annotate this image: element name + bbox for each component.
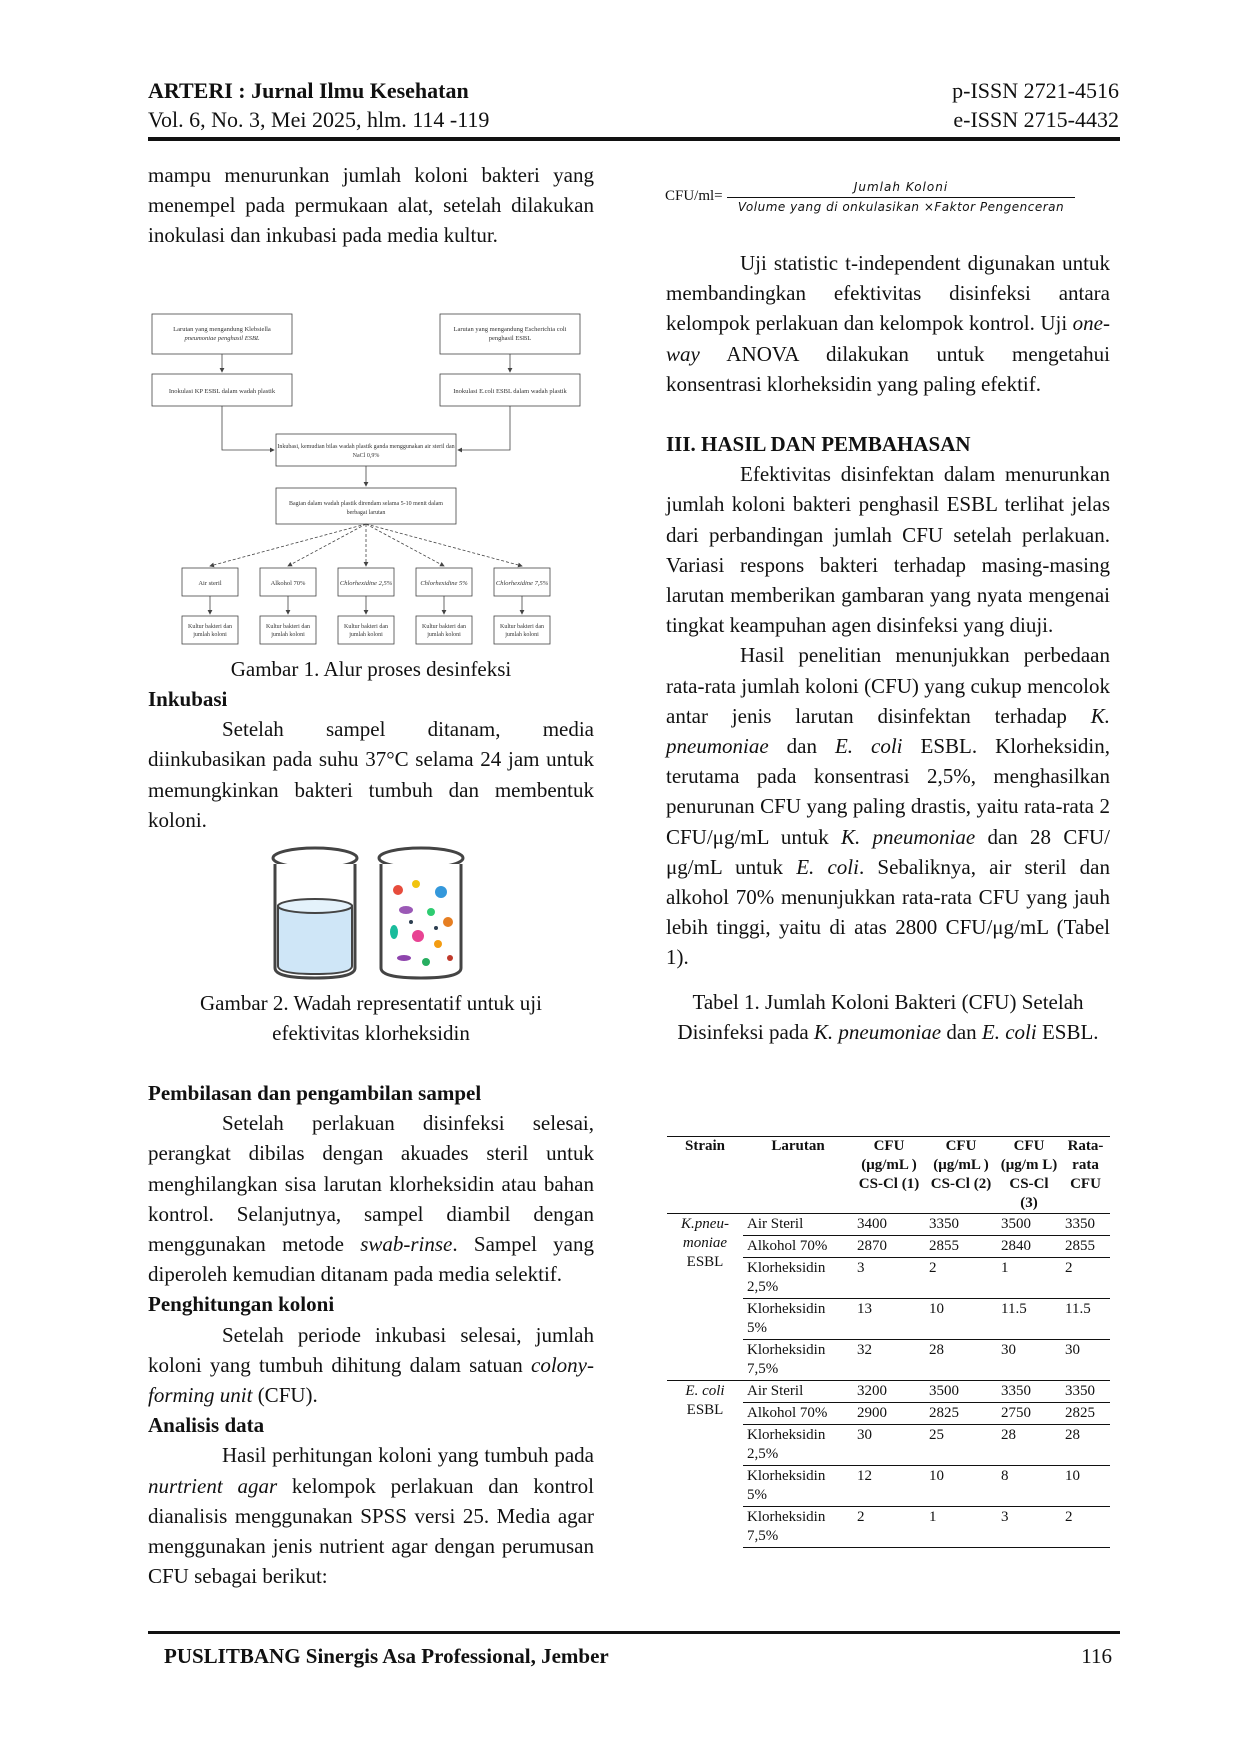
cfu-cell: 3200 — [853, 1381, 925, 1403]
table-row — [667, 1214, 1110, 1236]
cfu-cell: 10 — [925, 1299, 997, 1340]
journal-volume: Vol. 6, No. 3, Mei 2025, hlm. 114 -119 — [148, 107, 490, 132]
spacer — [666, 399, 1110, 429]
penghitungan-paragraph: Setelah periode inkubasi selesai, jumlah koloni yang tumbuh dihitung dalam satuan colony-forming unit (CFU). — [148, 1322, 594, 1408]
fig1-box-kp-line1: Larutan yang mengandung Klebsiella — [173, 326, 271, 333]
page-number: 116 — [1081, 1644, 1112, 1668]
cfu-cell: 12 — [853, 1466, 925, 1507]
fig1-sol-2: Alkohol 70% — [270, 580, 306, 587]
cfu-cell: 11.5 — [997, 1299, 1061, 1340]
th-rata: Rata-rata CFU — [1061, 1137, 1110, 1214]
larutan-cell: Klorheksidin 5% — [743, 1299, 853, 1340]
fig1-cult-5b: jumlah koloni — [505, 632, 539, 638]
cfu-cell: 32 — [853, 1340, 925, 1381]
larutan-cell: Klorheksidin 2,5% — [743, 1425, 853, 1466]
table-row — [667, 1381, 1110, 1403]
figure-1-flowchart — [148, 306, 584, 648]
inkubasi-paragraph: Setelah sampel ditanam, media diinkubasikan pada suhu 37°C selama 24 jam untuk memungkinkan bakteri tumbuh dan membentuk koloni. — [148, 717, 594, 832]
larutan-cell: Klorheksidin 5% — [743, 1466, 853, 1507]
journal-title: ARTERI : Jurnal Ilmu Kesehatan — [148, 78, 469, 103]
e-issn: e-ISSN 2715-4432 — [953, 107, 1119, 132]
fig1-cult-1a: Kultur bakteri dan — [188, 624, 232, 630]
table-header-row — [667, 1137, 1110, 1214]
strain-name: E. coli — [685, 1383, 725, 1399]
cfu-cell: 28 — [1061, 1425, 1110, 1466]
cfu-cell: 8 — [997, 1466, 1061, 1507]
larutan-cell: Alkohol 70% — [743, 1403, 853, 1425]
clean-container-icon — [273, 848, 357, 978]
larutan-cell: Air Steril — [743, 1214, 853, 1236]
header-rule — [148, 137, 1120, 141]
figure-2-caption-line2: efektivitas klorheksidin — [272, 1021, 470, 1045]
larutan-cell: Klorheksidin 7,5% — [743, 1340, 853, 1381]
cfu-cell: 2 — [853, 1507, 925, 1548]
spacer — [666, 973, 1110, 987]
formula-denominator: Volume yang di onkulasikan ×Faktor Pengenceran — [737, 200, 1065, 214]
cfu-cell: 2 — [925, 1258, 997, 1299]
fig1-sol-5: Chlorhexidine 7,5% — [495, 580, 549, 587]
formula-numerator: Jumlah Koloni — [853, 180, 949, 194]
inkubasi-heading: Inkubasi — [148, 687, 228, 711]
fig1-cult-3a: Kultur bakteri dan — [344, 624, 388, 630]
fig1-cult-1b: jumlah koloni — [193, 632, 227, 638]
hasil-paragraph-2: Hasil penelitian menunjukkan perbedaan rata-rata jumlah koloni (CFU) yang cukup mencolok antar jenis larutan disinfektan terhadap K. pneumoniae dan E. coli ESBL. Klorheksidin, terutama pada konsentrasi 2,5%, menghasilkan penurunan CFU yang paling drastis, yaitu rata-rata 2 CFU/μg/mL untuk K. pneumoniae dan 28 CFU/μg/mL untuk E. coli. Sebaliknya, air steril dan alkohol 70% menunjukkan rata-rata CFU yang jauh lebih tinggi, yaitu di atas 2800 CFU/μg/mL (Tabel 1). — [666, 643, 1110, 970]
cfu-cell: 25 — [925, 1425, 997, 1466]
cfu-cell: 3350 — [925, 1214, 997, 1236]
left-col-body-1 — [148, 654, 594, 835]
cfu-cell: 2 — [1061, 1258, 1110, 1299]
larutan-cell: Klorheksidin 2,5% — [743, 1258, 853, 1299]
cfu-cell: 3 — [997, 1507, 1061, 1548]
cfu-cell: 2900 — [853, 1403, 925, 1425]
strain-suffix: ESBL — [686, 1254, 724, 1270]
fig1-cult-2a: Kultur bakteri dan — [266, 624, 310, 630]
fig1-inok-kp: Inokulasi KP ESBL dalam wadah plastik — [168, 388, 276, 395]
cfu-cell: 2855 — [925, 1236, 997, 1258]
penghitungan-heading: Penghitungan koloni — [148, 1292, 335, 1317]
fig1-box-ec-line2: penghasil ESBL — [488, 335, 532, 342]
fig1-box-kp-line2: pneumoniae penghasil ESBL — [184, 335, 260, 342]
pembilasan-paragraph: Setelah perlakuan disinfeksi selesai, perangkat dibilas dengan akuades steril untuk menghilangkan sisa larutan klorheksidin atau bahan kontrol. Selanjutnya, sampel diambil dengan menggunakan metode swab-rinse. Sampel yang diperoleh kemudian ditanam pada media selektif. — [148, 1111, 595, 1287]
cfu-cell: 2 — [1061, 1507, 1110, 1548]
table-1 — [667, 1136, 1110, 1548]
cfu-cell: 2840 — [997, 1236, 1061, 1258]
cfu-cell: 2750 — [997, 1403, 1061, 1425]
uji-paragraph: Uji statistic t-independent digunakan untuk membandingkan efektivitas disinfeksi antara kelompok perlakuan dan kelompok kontrol. Uji one-way ANOVA dilakukan untuk mengetahui konsentrasi klorheksidin yang paling efektif. — [666, 251, 1110, 396]
intro-paragraph: mampu menurunkan jumlah koloni bakteri yang menempel pada permukaan alat, setelah dilakukan inokulasi dan inkubasi pada media kultur. — [148, 163, 594, 248]
larutan-cell: Klorheksidin 7,5% — [743, 1507, 853, 1548]
larutan-cell: Alkohol 70% — [743, 1236, 853, 1258]
spacer — [148, 1048, 594, 1078]
p-issn: p-ISSN 2721-4516 — [952, 78, 1119, 103]
cfu-cell: 30 — [853, 1425, 925, 1466]
strain-cell — [667, 1381, 743, 1548]
fig1-incub-line2: NaCl 0,9% — [352, 453, 380, 459]
figure-1-caption: Gambar 1. Alur proses desinfeksi — [230, 657, 512, 681]
cfu-cell: 3500 — [997, 1214, 1061, 1236]
cfu-cell: 2855 — [1061, 1236, 1110, 1258]
cfu-cell: 3 — [853, 1258, 925, 1299]
cfu-cell: 2870 — [853, 1236, 925, 1258]
running-header-left — [148, 76, 489, 134]
cfu-cell: 10 — [925, 1466, 997, 1507]
cfu-cell: 11.5 — [1061, 1299, 1110, 1340]
cfu-cell: 3500 — [925, 1381, 997, 1403]
running-header-right — [952, 76, 1119, 134]
contaminated-container-icon — [379, 848, 463, 978]
strain-cell — [667, 1214, 743, 1381]
analisis-heading: Analisis data — [148, 1413, 265, 1438]
cfu-cell: 30 — [997, 1340, 1061, 1381]
cfu-cell: 3350 — [1061, 1214, 1110, 1236]
cfu-cell: 1 — [925, 1507, 997, 1548]
fig1-inok-ec: Inokulasi E.coli ESBL dalam wadah plastik — [453, 388, 567, 395]
fig1-box-ec-line1: Larutan yang mengandung Escherichia coli — [453, 326, 567, 333]
cfu-cell: 1 — [997, 1258, 1061, 1299]
figure-2-containers — [266, 840, 472, 984]
fig1-cult-4a: Kultur bakteri dan — [422, 624, 466, 630]
larutan-cell: Air Steril — [743, 1381, 853, 1403]
footer-rule — [148, 1631, 1120, 1634]
fig1-sol-4: Chlorhexidine 5% — [420, 580, 468, 587]
formula-label: CFU/ml= — [665, 188, 723, 204]
right-col-body — [666, 248, 1110, 1047]
formula-fraction-bar — [727, 197, 1075, 198]
figure-2-caption-line1: Gambar 2. Wadah representatif untuk uji — [200, 991, 542, 1015]
fig1-cult-4b: jumlah koloni — [427, 632, 461, 638]
fig1-divide-line2: berbagai larutan — [346, 510, 386, 516]
th-cfu-3: CFU (μg/m L) CS-Cl (3) — [997, 1137, 1061, 1214]
pembilasan-heading: Pembilasan dan pengambilan sampel — [148, 1081, 482, 1105]
th-strain: Strain — [667, 1137, 743, 1214]
cfu-cell: 28 — [997, 1425, 1061, 1466]
cfu-cell: 30 — [1061, 1340, 1110, 1381]
cfu-cell: 2825 — [1061, 1403, 1110, 1425]
th-larutan: Larutan — [743, 1137, 853, 1214]
th-cfu-2: CFU (μg/mL ) CS-Cl (2) — [925, 1137, 997, 1214]
strain-suffix: ESBL — [686, 1402, 724, 1418]
fig1-cult-5a: Kultur bakteri dan — [500, 624, 544, 630]
cfu-cell: 2825 — [925, 1403, 997, 1425]
cfu-cell: 13 — [853, 1299, 925, 1340]
left-intro — [148, 160, 594, 251]
fig1-cult-3b: jumlah koloni — [349, 632, 383, 638]
th-cfu-1: CFU (μg/mL ) CS-Cl (1) — [853, 1137, 925, 1214]
strain-name: K.pneu-moniae — [681, 1216, 729, 1251]
fig1-sol-1: Air steril — [198, 580, 222, 587]
fig1-incub-line1: Inkubasi, kemudian bilas wadah plastik ganda menggunakan air steril dan — [277, 444, 455, 450]
section-heading: III. HASIL DAN PEMBAHASAN — [666, 432, 971, 457]
footer-publisher: PUSLITBANG Sinergis Asa Professional, Jember — [164, 1644, 609, 1668]
left-col-body-2 — [148, 988, 594, 1591]
hasil-paragraph-1: Efektivitas disinfektan dalam menurunkan jumlah koloni bakteri penghasil ESBL terlihat jelas dari perbandingan jumlah CFU setelah perlakuan. Variasi respons bakteri terhadap masing-masing larutan memberikan gambaran yang nyata mengenai tingkat keampuhan agen disinfeksi yang diuji. — [666, 462, 1110, 638]
table-1-caption: Tabel 1. Jumlah Koloni Bakteri (CFU) Setelah Disinfeksi pada K. pneumoniae dan E. coli ESBL. — [677, 989, 1099, 1044]
cfu-cell: 3350 — [1061, 1381, 1110, 1403]
fig1-cult-2b: jumlah koloni — [271, 632, 305, 638]
cfu-cell: 3400 — [853, 1214, 925, 1236]
analisis-paragraph: Hasil perhitungan koloni yang tumbuh pada nurtrient agar kelompok perlakuan dan kontrol dianalisis menggunakan SPSS versi 25. Media agar menggunakan jenis nutrient agar dengan perumusan CFU sebagai berikut: — [148, 1443, 595, 1589]
fig1-sol-3: Chlorhexidine 2,5% — [339, 580, 393, 587]
cfu-cell: 10 — [1061, 1466, 1110, 1507]
fig1-divide-line1: Bagian dalam wadah plastik direndam selama 5-10 menit dalam — [289, 501, 443, 507]
cfu-cell: 3350 — [997, 1381, 1061, 1403]
cfu-cell: 28 — [925, 1340, 997, 1381]
